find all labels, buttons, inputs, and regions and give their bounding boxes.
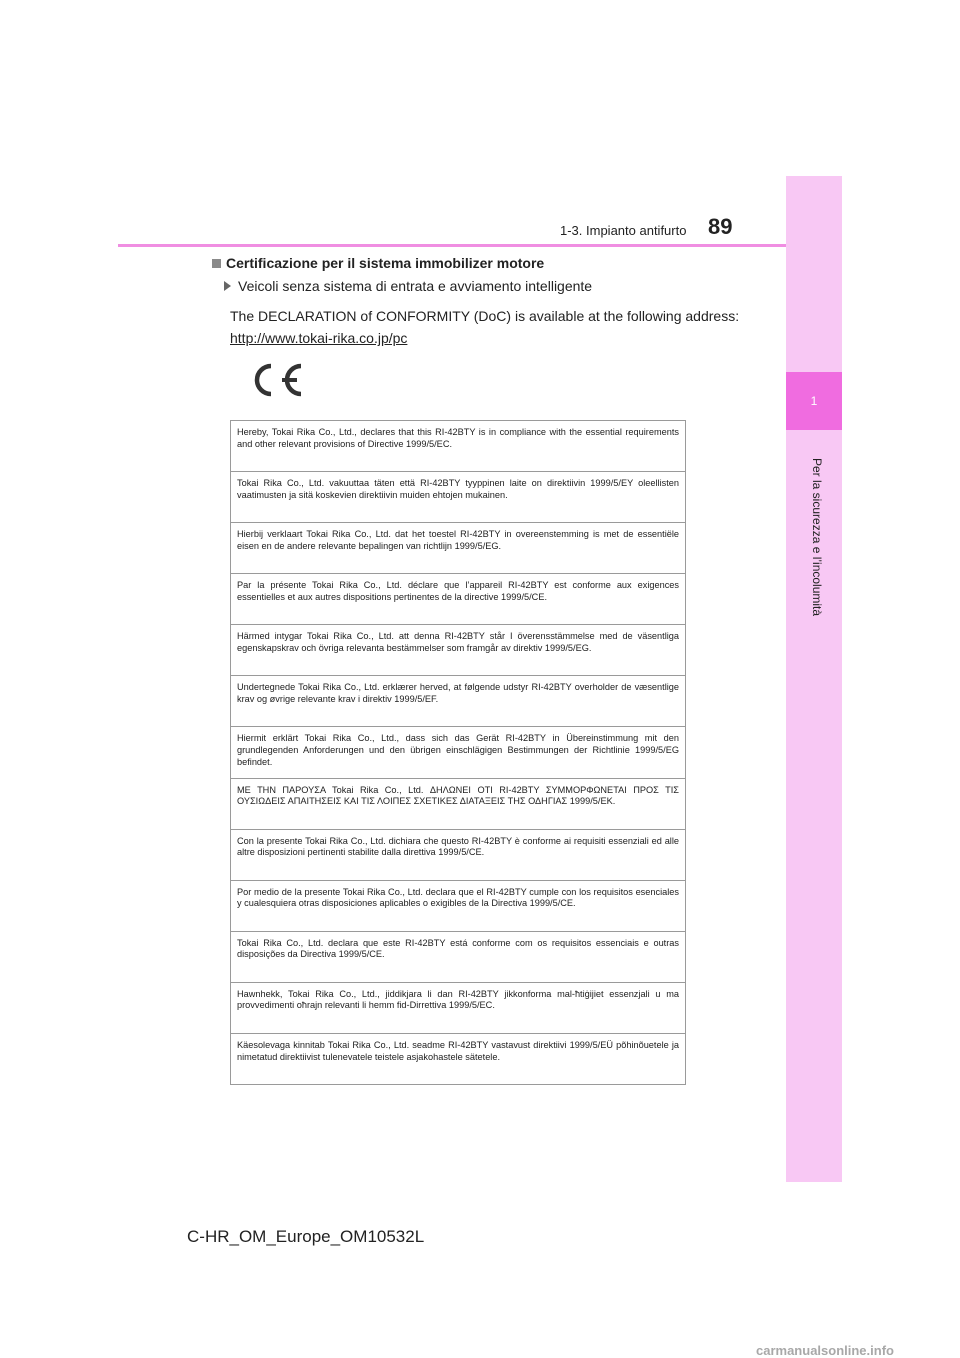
square-bullet-icon bbox=[212, 259, 221, 268]
section-heading-text: Certificazione per il sistema immobilizer motore bbox=[226, 255, 545, 271]
subheading-text: Veicoli senza sistema di entrata e avviamento intelligente bbox=[238, 278, 593, 294]
declaration-nl: Hierbij verklaart Tokai Rika Co., Ltd. dat het toestel RI-42BTY in overeenstemming is met de essentiële eisen en de andere relevante bepalingen van richtlijn 1999/5/EG. bbox=[231, 523, 685, 574]
doc-availability-text: The DECLARATION of CONFORMITY (DoC) is available at the following address: bbox=[230, 308, 740, 324]
declaration-es: Por medio de la presente Tokai Rika Co., Ltd. declara que el RI-42BTY cumple con los requisitos esenciales y cualesquiera otras disposiciones aplicables o exigibles de la Directiva 1999/5/CE. bbox=[231, 881, 685, 932]
declaration-et: Käesolevaga kinnitab Tokai Rika Co., Ltd. seadme RI-42BTY vastavust direktiivi 1999/5/EÜ põhinõuetele ja nimetatud direktiivist tulenevatele teistele asjakohastele sätetele. bbox=[237, 1039, 679, 1062]
declaration-it: Con la presente Tokai Rika Co., Ltd. dichiara che questo RI-42BTY è conforme ai requisiti essenziali ed alle altre disposizioni pertinenti stabilite dalla direttiva 1999/5/CE. bbox=[231, 830, 685, 881]
triangle-bullet-icon bbox=[224, 281, 231, 291]
header-rule bbox=[118, 244, 786, 247]
page-number: 89 bbox=[708, 214, 733, 239]
declaration-mt: Hawnhekk, Tokai Rika Co., Ltd., jiddikjara li dan RI-42BTY jikkonforma mal-ħtiġijiet essenzjali u ma provvedimenti oħrajn relevanti li hemm fid-Dirrettiva 1999/5/EC. bbox=[231, 983, 685, 1034]
chapter-number: 1 bbox=[786, 372, 842, 430]
declaration-pt: Tokai Rika Co., Ltd. declara que este RI-42BTY está conforme com os requisitos essenciais e outras disposições da Directiva 1999/5/CE. bbox=[231, 932, 685, 983]
declaration-de: Hiermit erklärt Tokai Rika Co., Ltd., dass sich das Gerät RI-42BTY in Übereinstimmung mit den grundlegenden Anforderungen und den übrigen einschlägigen Bestimmungen der Richtlinie 1999/5/EG befindet. bbox=[231, 727, 685, 778]
header-section-title: 1-3. Impianto antifurto bbox=[560, 223, 687, 238]
declaration-en: Hereby, Tokai Rika Co., Ltd., declares that this RI-42BTY is in compliance with the essential requirements and other relevant provisions of Directive 1999/5/EC. bbox=[231, 421, 685, 472]
declaration-sv: Härmed intygar Tokai Rika Co., Ltd. att denna RI-42BTY står I överensstämmelse med de väsentliga egenskapskrav och övriga relevanta bestämmelser som framgår av direktiv 1999/5/EG. bbox=[231, 625, 685, 676]
section-heading bbox=[212, 255, 544, 271]
declarations-table bbox=[230, 420, 686, 1085]
declaration-el: ΜΕ ΤΗΝ ΠΑΡΟΥΣΑ Tokai Rika Co., Ltd. ΔΗΛΩΝΕΙ ΟΤΙ RI-42BTY ΣΥΜΜΟΡΦΩΝΕΤΑΙ ΠΡΟΣ ΤΙΣ ΟΥΣΙΩΔΕΙΣ ΑΠΑΙΤΗΣΕΙΣ ΚΑΙ ΤΙΣ ΛΟΙΠΕΣ ΣΧΕΤΙΚΕΣ ΔΙΑΤΑΞΕΙΣ ΤΗΣ ΟΔΗΓΙΑΣ 1999/5/ΕΚ. bbox=[231, 779, 685, 830]
watermark: carmanualsonline.info bbox=[756, 1343, 894, 1358]
declaration-fi: Tokai Rika Co., Ltd. vakuuttaa täten että RI-42BTY tyyppinen laite on direktiivin 1999/5/EY oleellisten vaatimusten ja sitä koskevien direktiivin muiden ehtojen mukainen. bbox=[231, 472, 685, 523]
doc-url-link[interactable]: http://www.tokai-rika.co.jp/pc bbox=[230, 330, 408, 346]
document-code: C-HR_OM_Europe_OM10532L bbox=[187, 1227, 425, 1246]
declaration-fr: Par la présente Tokai Rika Co., Ltd. déclare que l’appareil RI-42BTY est conforme aux exigences essentielles et aux autres dispositions pertinentes de la directive 1999/5/CE. bbox=[231, 574, 685, 625]
declaration-da: Undertegnede Tokai Rika Co., Ltd. erklærer herved, at følgende udstyr RI-42BTY overholder de væsentlige krav og øvrige relevante krav i direktiv 1999/5/EF. bbox=[231, 676, 685, 727]
chapter-label: Per la sicurezza e l’incolumità bbox=[810, 458, 824, 617]
subheading bbox=[224, 278, 592, 294]
ce-mark-icon bbox=[245, 360, 305, 400]
